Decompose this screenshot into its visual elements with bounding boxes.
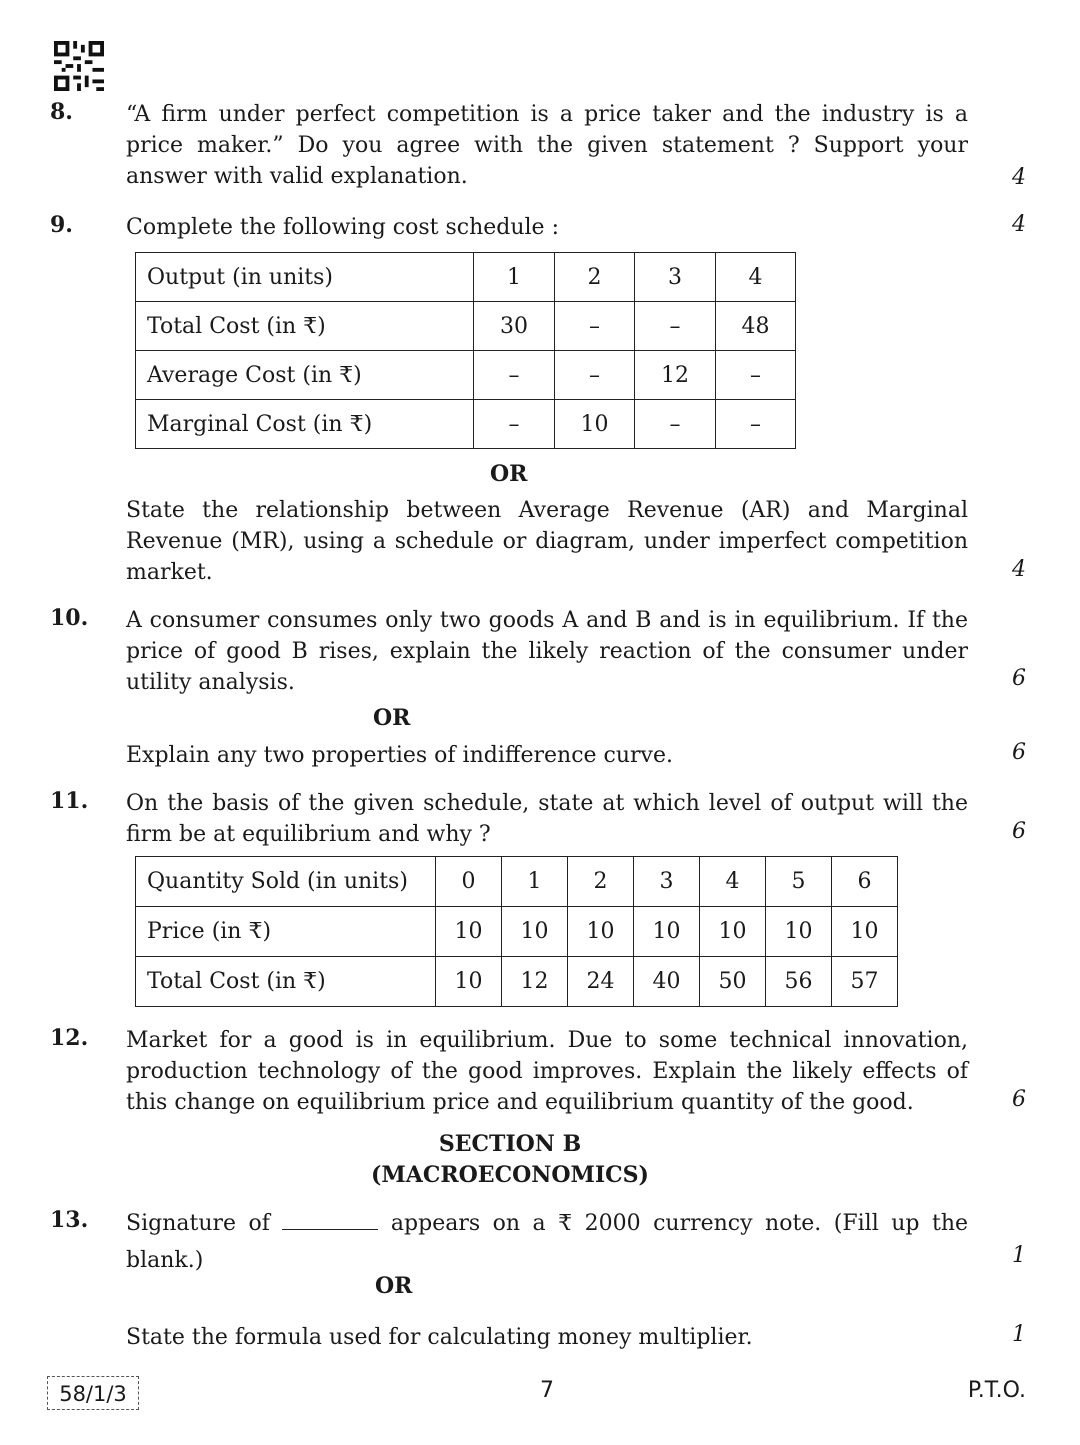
question-number: 9. xyxy=(50,212,73,238)
table-cell: 2 xyxy=(555,253,635,302)
or-label: OR xyxy=(375,1273,413,1299)
question-10-alt-text: Explain any two properties of indifference curve. xyxy=(126,743,674,768)
table-cell: Marginal Cost (in ₹) xyxy=(136,400,474,449)
or-label: OR xyxy=(490,461,528,487)
table-cell: 10 xyxy=(436,907,502,957)
marks: 4 xyxy=(1012,212,1026,237)
cost-schedule-table xyxy=(135,252,796,449)
table-cell: 40 xyxy=(634,957,700,1007)
pto-label: P.T.O. xyxy=(967,1378,1026,1403)
question-11-text: On the basis of the given schedule, state at which level of output will the firm be at equilibrium and why ? xyxy=(126,791,968,847)
table-cell: 48 xyxy=(716,302,796,351)
table-cell: 10 xyxy=(555,400,635,449)
question-number: 12. xyxy=(50,1025,89,1051)
question-13-alt-text: State the formula used for calculating money multiplier. xyxy=(126,1325,753,1350)
table-cell: 12 xyxy=(502,957,568,1007)
table-row xyxy=(136,253,796,302)
question-number: 11. xyxy=(50,788,89,814)
table-cell: 10 xyxy=(832,907,898,957)
table-cell: – xyxy=(635,400,716,449)
marks: 1 xyxy=(1012,1243,1026,1268)
or-label: OR xyxy=(373,705,411,731)
table-cell: 4 xyxy=(700,857,766,907)
table-cell: – xyxy=(716,351,796,400)
marks: 4 xyxy=(1012,165,1026,190)
table-cell: Average Cost (in ₹) xyxy=(136,351,474,400)
marks: 6 xyxy=(1012,666,1026,691)
revenue-cost-schedule-table xyxy=(135,856,898,1007)
question-13-text-before: Signature of xyxy=(126,1211,270,1236)
table-cell: 57 xyxy=(832,957,898,1007)
marks: 6 xyxy=(1012,819,1026,844)
question-10-text: A consumer consumes only two goods A and B and is in equilibrium. If the price of good B rises, explain the likely reaction of the consumer under utility analysis. xyxy=(126,608,968,695)
question-8-text: “A firm under perfect competition is a price taker and the industry is a price maker.” Do you agree with the given statement ? Support your answer with valid explanation. xyxy=(126,102,968,189)
table-cell: 10 xyxy=(766,907,832,957)
table-cell: 24 xyxy=(568,957,634,1007)
table-row xyxy=(136,351,796,400)
fill-blank xyxy=(282,1211,378,1230)
table-cell: Price (in ₹) xyxy=(136,907,436,957)
paper-code: 58/1/3 xyxy=(47,1376,139,1410)
table-row xyxy=(136,857,898,907)
table-cell: – xyxy=(555,351,635,400)
marks: 1 xyxy=(1012,1322,1026,1347)
table-row xyxy=(136,400,796,449)
table-cell: 30 xyxy=(474,302,555,351)
table-cell: – xyxy=(474,351,555,400)
marks: 6 xyxy=(1012,740,1026,765)
table-cell: 1 xyxy=(474,253,555,302)
marks: 4 xyxy=(1012,557,1026,582)
table-cell: Total Cost (in ₹) xyxy=(136,302,474,351)
table-cell: – xyxy=(474,400,555,449)
table-cell: 4 xyxy=(716,253,796,302)
table-cell: 12 xyxy=(635,351,716,400)
table-cell: – xyxy=(555,302,635,351)
table-cell: 10 xyxy=(634,907,700,957)
table-cell: 5 xyxy=(766,857,832,907)
table-cell: 6 xyxy=(832,857,898,907)
table-cell: Output (in units) xyxy=(136,253,474,302)
table-cell: 1 xyxy=(502,857,568,907)
question-number: 8. xyxy=(50,99,73,125)
table-cell: 10 xyxy=(700,907,766,957)
table-cell: 2 xyxy=(568,857,634,907)
table-row xyxy=(136,302,796,351)
table-cell: 10 xyxy=(502,907,568,957)
table-row xyxy=(136,907,898,957)
table-cell: 50 xyxy=(700,957,766,1007)
question-number: 10. xyxy=(50,605,89,631)
marks: 6 xyxy=(1012,1087,1026,1112)
question-12-text: Market for a good is in equilibrium. Due to some technical innovation, production technology of the good improves. Explain the likely effects of this change on equilibrium price and equilibrium quantity of the good. xyxy=(126,1028,968,1115)
question-number: 13. xyxy=(50,1207,89,1233)
question-13-text-after: appears on a ₹ 2000 currency note. (Fill up the blank.) xyxy=(126,1211,969,1273)
page-number: 7 xyxy=(540,1378,554,1403)
section-title: SECTION B xyxy=(438,1131,582,1157)
table-cell: 3 xyxy=(634,857,700,907)
table-cell: 10 xyxy=(436,957,502,1007)
table-cell: Quantity Sold (in units) xyxy=(136,857,436,907)
table-cell: – xyxy=(635,302,716,351)
question-9-alt-text: State the relationship between Average Revenue (AR) and Marginal Revenue (MR), using a schedule or diagram, under imperfect competition market. xyxy=(126,498,968,585)
question-13-text xyxy=(126,1205,968,1279)
table-cell: 3 xyxy=(635,253,716,302)
table-cell: 10 xyxy=(568,907,634,957)
table-cell: 56 xyxy=(766,957,832,1007)
table-cell: Total Cost (in ₹) xyxy=(136,957,436,1007)
section-subtitle: (MACROECONOMICS) xyxy=(371,1162,649,1188)
table-cell: – xyxy=(716,400,796,449)
qr-code-icon xyxy=(53,41,105,91)
question-9-text: Complete the following cost schedule : xyxy=(126,215,559,240)
table-row xyxy=(136,957,898,1007)
table-cell: 0 xyxy=(436,857,502,907)
